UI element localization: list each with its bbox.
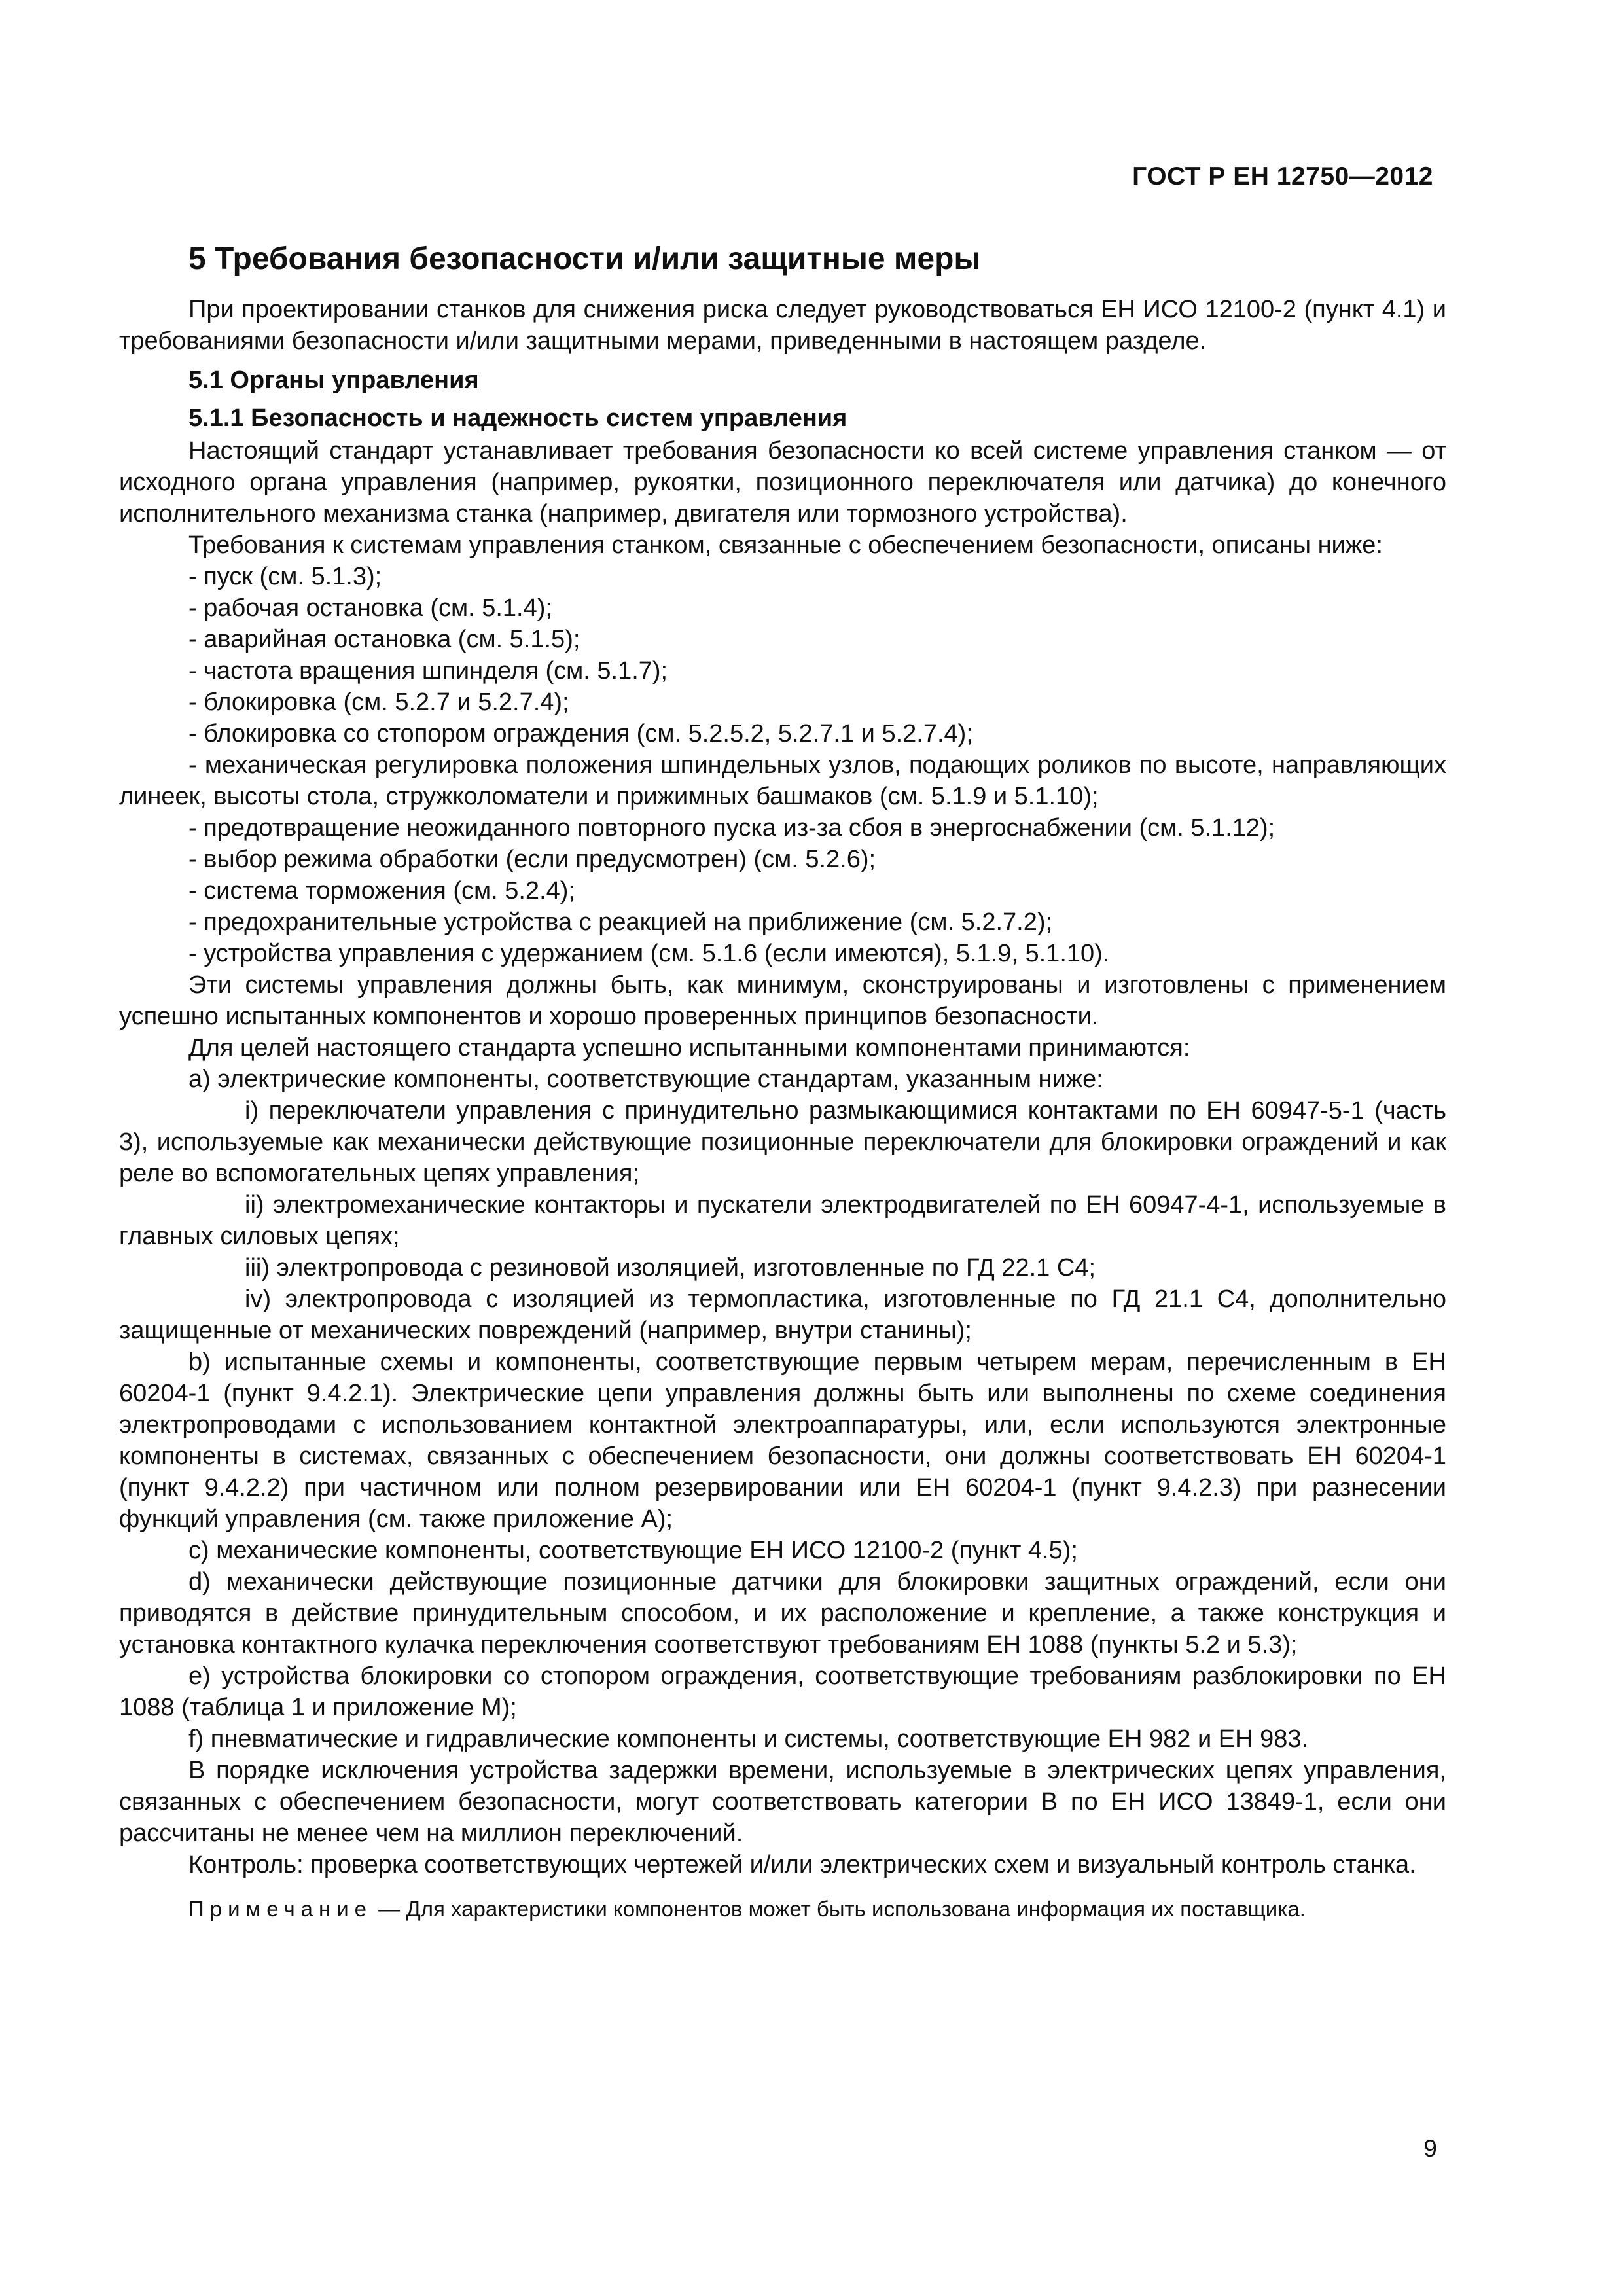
enum-item-e: e) устройства блокировки со стопором ограждения, соответствующие требованиям разблокировки по ЕН 1088 (таблица 1 и приложение М); (119, 1662, 1446, 1721)
list-item: - блокировка со стопором ограждения (см. 5.2.5.2, 5.2.7.1 и 5.2.7.4); (188, 720, 973, 747)
list-item: - выбор режима обработки (если предусмотрен) (см. 5.2.6); (188, 846, 876, 873)
section-intro: При проектировании станков для снижения риска следует руководствоваться ЕН ИСО 12100-2 (пункт 4.1) и требованиями безопасности и/или защитными мерами, приведенными в настоящем разделе. (119, 296, 1446, 355)
enum-item-d: d) механически действующие позиционные датчики для блокировки защитных ограждений, если они приводятся в действие принудительным способом, и их расположение и крепление, а также конструкция и установка контактного кулачка переключения соответствуют требованиям ЕН 1088 (пункты 5.2 и 5.3); (119, 1568, 1446, 1659)
list-item: - устройства управления с удержанием (см. 5.1.6 (если имеются), 5.1.9, 5.1.10). (188, 940, 1110, 967)
paragraph: Требования к системам управления станком, связанные с обеспечением безопасности, описаны ниже: (188, 531, 1383, 559)
paragraph: В порядке исключения устройства задержки времени, используемые в электрических цепях управления, связанных с обеспечением безопасности, могут соответствовать категории В по ЕН ИСО 13849-1, если они рассчитаны не менее чем на миллион переключений. (119, 1757, 1446, 1847)
enum-item-b: b) испытанные схемы и компоненты, соответствующие первым четырем мерам, перечисленным в ЕН 60204-1 (пункт 9.4.2.1). Электрические цепи управления должны быть или выполнены по схеме соединения электропроводами с использованием контактной электроаппаратуры, или, если используются электронные компоненты в системах, связанных с обеспечением безопасности, они должны соответствовать ЕН 60204-1 (пункт 9.4.2.2) при частичном или полном резервировании или ЕН 60204-1 (пункт 9.4.2.3) при разнесении функций управления (см. также приложение А); (119, 1348, 1446, 1533)
paragraph: Эти системы управления должны быть, как минимум, сконструированы и изготовлены с применением успешно испытанных компонентов и хорошо проверенных принципов безопасности. (119, 971, 1446, 1030)
list-item: - блокировка (см. 5.2.7 и 5.2.7.4); (188, 689, 569, 716)
list-item: - аварийная остановка (см. 5.1.5); (188, 626, 580, 653)
enum-item-f: f) пневматические и гидравлические компоненты и системы, соответствующие ЕН 982 и ЕН 983. (188, 1725, 1309, 1753)
paragraph: Контроль: проверка соответствующих чертежей и/или электрических схем и визуальный контроль станка. (188, 1851, 1416, 1878)
enum-subitem-ii: ii) электромеханические контакторы и пускатели электродвигателей по ЕН 60947-4-1, используемые в главных силовых цепях; (119, 1191, 1446, 1250)
list-item: - предотвращение неожиданного повторного пуска из-за сбоя в энергоснабжении (см. 5.1.12); (188, 814, 1275, 842)
enum-subitem-i: i) переключатели управления с принудительно размыкающимися контактами по ЕН 60947-5-1 (часть 3), используемые как механически действующие позиционные переключатели для блокировки ограждений и как реле во вспомогательных цепях управления; (119, 1097, 1446, 1187)
section-title: 5 Требования безопасности и/или защитные меры (188, 242, 981, 276)
paragraph: Для целей настоящего стандарта успешно испытанными компонентами принимаются: (188, 1034, 1190, 1062)
note (119, 1895, 1446, 1924)
list-item: - рабочая остановка (см. 5.1.4); (188, 594, 552, 622)
list-item: - частота вращения шпинделя (см. 5.1.7); (188, 657, 668, 685)
page-content (119, 239, 1446, 1924)
subsection-title: 5.1 Органы управления (188, 367, 479, 394)
page-number: 9 (1423, 2135, 1437, 2162)
note-label: Примечание (188, 1897, 373, 1921)
paragraph: Настоящий стандарт устанавливает требования безопасности ко всей системе управления станком — от исходного органа управления (например, рукоятки, позиционного переключателя или датчика) до конечного исполнительного механизма станка (например, двигателя или тормозного устройства). (119, 437, 1446, 528)
enum-item-c: c) механические компоненты, соответствующие ЕН ИСО 12100-2 (пункт 4.5); (188, 1537, 1078, 1564)
document-id: ГОСТ Р ЕН 12750—2012 (1132, 162, 1433, 190)
enum-subitem-iv: iv) электропровода с изоляцией из термопластика, изготовленные по ГД 21.1 С4, дополнительно защищенные от механических повреждений (например, внутри станины); (119, 1285, 1446, 1344)
list-item: - механическая регулировка положения шпиндельных узлов, подающих роликов по высоте, направляющих линеек, высоты стола, стружколоматели и прижимных башмаков (см. 5.1.9 и 5.1.10); (119, 751, 1446, 810)
note-text: — Для характеристики компонентов может быть использована информация их поставщика. (372, 1897, 1306, 1921)
list-item: - система торможения (см. 5.2.4); (188, 877, 575, 905)
list-item: - предохранительные устройства с реакцией на приближение (см. 5.2.7.2); (188, 908, 1053, 936)
enum-item-a: a) электрические компоненты, соответствующие стандартам, указанным ниже: (188, 1066, 1103, 1093)
subsubsection-title: 5.1.1 Безопасность и надежность систем управления (188, 404, 847, 432)
enum-subitem-iii: iii) электропровода с резиновой изоляцией, изготовленные по ГД 22.1 С4; (245, 1254, 1096, 1282)
list-item: - пуск (см. 5.1.3); (188, 563, 382, 590)
